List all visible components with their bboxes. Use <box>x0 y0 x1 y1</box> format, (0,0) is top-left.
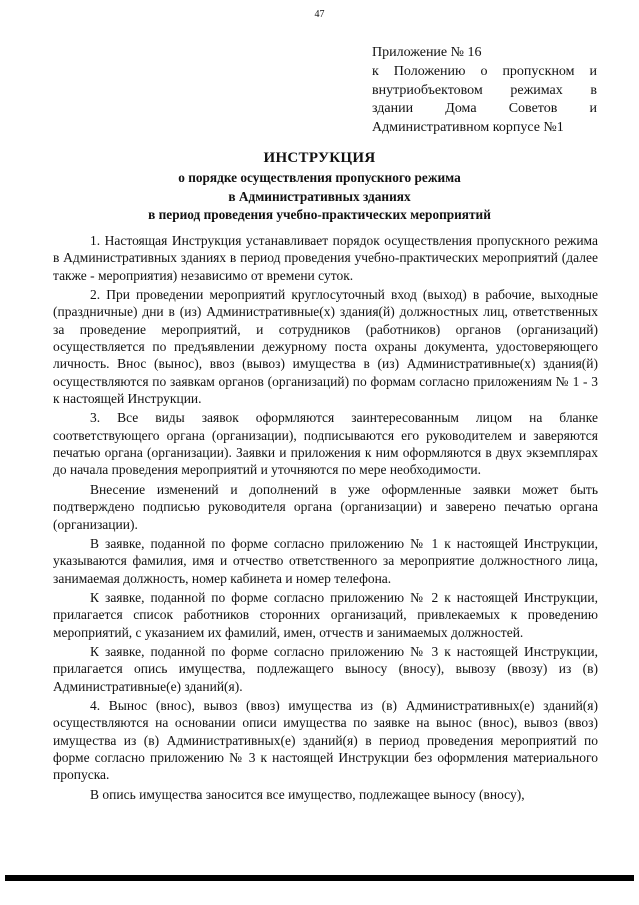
title-subline: в Административных зданиях <box>228 188 411 204</box>
paragraph-3-form3: К заявке, поданной по форме согласно приложению № 3 к настоящей Инструкции, прилагается опись имущества, подлежащего выносу (вносу), вывозу (ввозу) из (в) Административные(е) зданий(я). <box>53 643 598 694</box>
title-main: ИНСТРУКЦИЯ <box>263 150 376 166</box>
document-title <box>0 149 639 225</box>
appendix-line: здании Дома Советов и <box>372 101 597 117</box>
document-body <box>53 232 598 803</box>
paragraph-1: 1. Настоящая Инструкция устанавливает порядок осуществления пропускного режима в Административных зданиях в период проведения учебно-практических мероприятий (далее также - мероприятия) независимо от времени суток. <box>53 233 598 283</box>
paragraph-3-form1: В заявке, поданной по форме согласно приложению № 1 к настоящей Инструкции, указываются фамилия, имя и отчество ответственного за мероприятие должностного лица, занимаемая должность, номер кабинета и номер телефона. <box>53 535 598 586</box>
appendix-block <box>372 44 597 138</box>
appendix-line: Административном корпусе №1 <box>372 120 564 136</box>
paragraph-2: 2. При проведении мероприятий круглосуточный вход (выход) в рабочие, выходные (праздничные) дни в (из) Административные(х) здания(й) должностных лиц, ответственных за проведение мероприятий, и сотрудников (работников) органов (организаций) осуществляется по предъявлении дежурному поста охраны документа, удостоверяющего личность. Внос (вынос), ввоз (вывоз) имущества в (из) Административные(х) здания(й) осуществляются по заявкам органов (организаций) по формам согласно приложениям № 1 - 3 к настоящей Инструкции. <box>53 287 598 407</box>
appendix-line: Приложение № 16 <box>372 45 482 60</box>
appendix-line: к Положению о пропускном и <box>372 63 597 79</box>
paragraph-4: 4. Вынос (внос), вывоз (ввоз) имущества из (в) Административных(е) зданий(я) осуществляются на основании описи имущества по заявке на вынос (внос), вывоз (ввоз) имущества из (в) Административных(е) зданий(я) в период проведения мероприятий по форме согласно приложению № 3 к настоящей Инструкции без оформления материального пропуска. <box>53 697 598 783</box>
title-subline: в период проведения учебно-практических мероприятий <box>148 207 491 222</box>
scan-bottom-border <box>5 875 634 881</box>
appendix-line: внутриобъектовом режимах в <box>372 82 597 98</box>
paragraph-3-form2: К заявке, поданной по форме согласно приложению № 2 к настоящей Инструкции, прилагается список работников сторонних организаций, привлекаемых к проведению мероприятий, с указанием их фамилий, имен, отчеств и занимаемых должностей. <box>53 589 598 640</box>
title-subline: о порядке осуществления пропускного режима <box>178 170 461 185</box>
paragraph-3-amendments: Внесение изменений и дополнений в уже оформленные заявки может быть подтверждено подписью руководителя органа (организации) и заверено печатью органа (организации). <box>53 481 598 532</box>
paragraph-4-inventory: В опись имущества заносится все имущество, подлежащее выносу (вносу), <box>90 786 525 802</box>
page-number: 47 <box>314 9 325 20</box>
paragraph-3: 3. Все виды заявок оформляются заинтересованным лицом на бланке соответствующего органа (организации), подписываются его руководителем и заверяются печатью органа (организации). Заявки и приложения к ним оформляются в двух экземплярах до начала проведения мероприятий и уточняются по мере необходимости. <box>53 410 598 478</box>
